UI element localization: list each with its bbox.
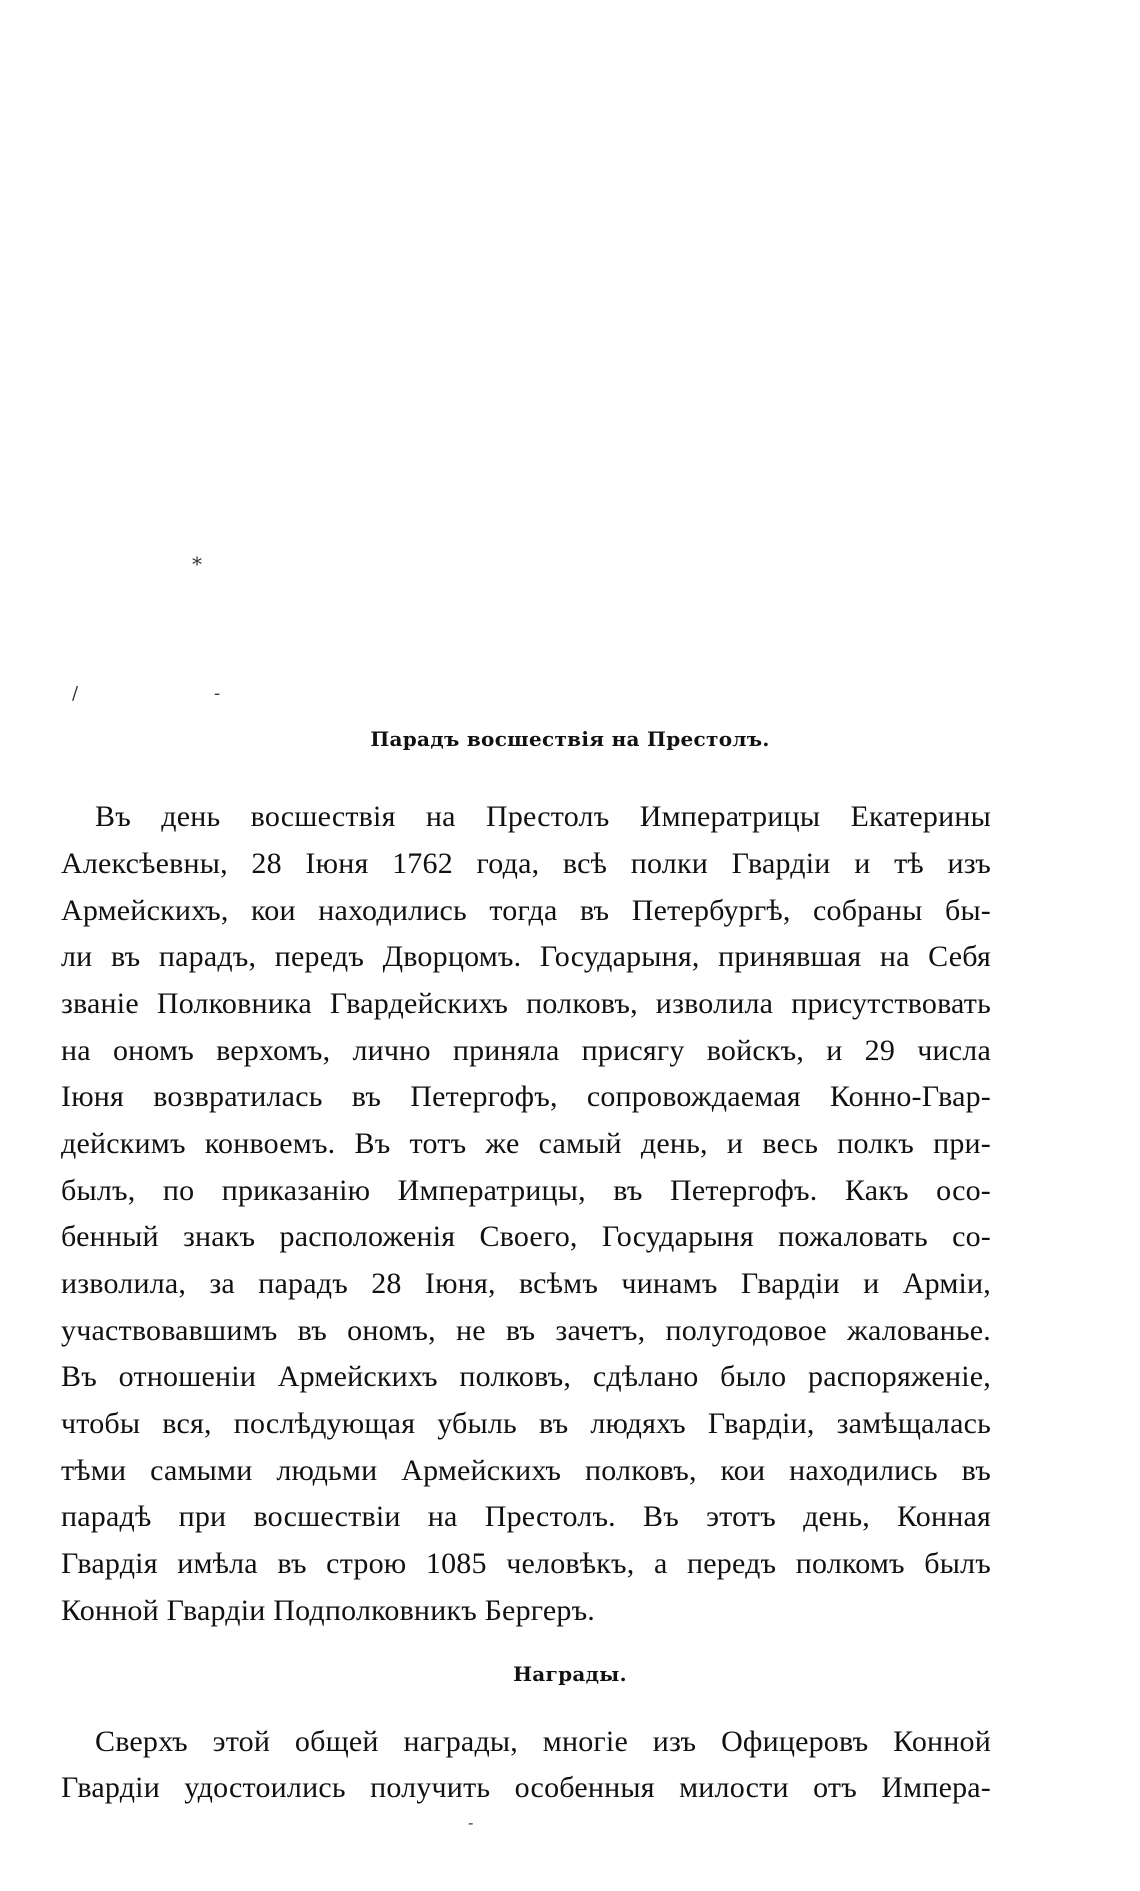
text-line: тѣми самыми людьми Армейскихъ полковъ, кои находились въ [61, 1454, 991, 1487]
section-heading-awards: Награды. [513, 1662, 627, 1686]
text-line: Іюня возвратилась въ Петергофъ, сопровождаемая Конно-Гвар- [61, 1080, 991, 1113]
text-line: изволила, за парадъ 28 Іюня, всѣмъ чинамъ Гвардіи и Арміи, [61, 1267, 991, 1300]
text-line: участвовавшимъ въ ономъ, не въ зачетъ, полугодовое жалованье. [61, 1314, 991, 1347]
text-line: на ономъ верхомъ, лично приняла присягу войскъ, и 29 числа [61, 1034, 991, 1067]
stray-asterisk-mark: * [192, 552, 202, 576]
text-line: Въ отношеніи Армейскихъ полковъ, сдѣлано было распоряженіе, [61, 1360, 991, 1393]
text-line: дейскимъ конвоемъ. Въ тотъ же самый день, и весь полкъ при- [61, 1127, 991, 1160]
text-line: Армейскихъ, кои находились тогда въ Петербургѣ, собраны бы- [61, 894, 991, 927]
stray-dash-mark: - [214, 683, 221, 704]
stray-tick-mark: / [72, 683, 79, 704]
text-line: Въ день восшествія на Престолъ Императрицы Екатерины [95, 800, 991, 833]
text-line: чтобы вся, послѣдующая убыль въ людяхъ Гвардіи, замѣщалась [61, 1407, 991, 1440]
text-line: званіе Полковника Гвардейскихъ полковъ, изволила присутствовать [61, 987, 991, 1020]
text-line: Конной Гвардіи Подполковникъ Бергеръ. [61, 1594, 596, 1627]
text-line: парадѣ при восшествіи на Престолъ. Въ этотъ день, Конная [61, 1500, 991, 1533]
text-line: Гвардіи удостоились получить особенныя милости отъ Импера- [61, 1771, 991, 1804]
text-line: Алексѣевны, 28 Іюня 1762 года, всѣ полки Гвардіи и тѣ изъ [61, 847, 991, 880]
section-heading-parade: Парадъ восшествія на Престолъ. [370, 727, 770, 751]
text-line: бенный знакъ расположенія Своего, Государыня пожаловать со- [61, 1220, 991, 1253]
text-line: Гвардія имѣла въ строю 1085 человѣкъ, а передъ полкомъ былъ [61, 1547, 991, 1580]
text-line: Сверхъ этой общей награды, многіе изъ Офицеровъ Конной [95, 1725, 991, 1758]
stray-bottom-mark: - [468, 1813, 474, 1832]
text-line: ли въ парадъ, передъ Дворцомъ. Государыня, принявшая на Себя [61, 940, 991, 973]
text-line: былъ, по приказанію Императрицы, въ Петергофъ. Какъ осо- [61, 1174, 991, 1207]
